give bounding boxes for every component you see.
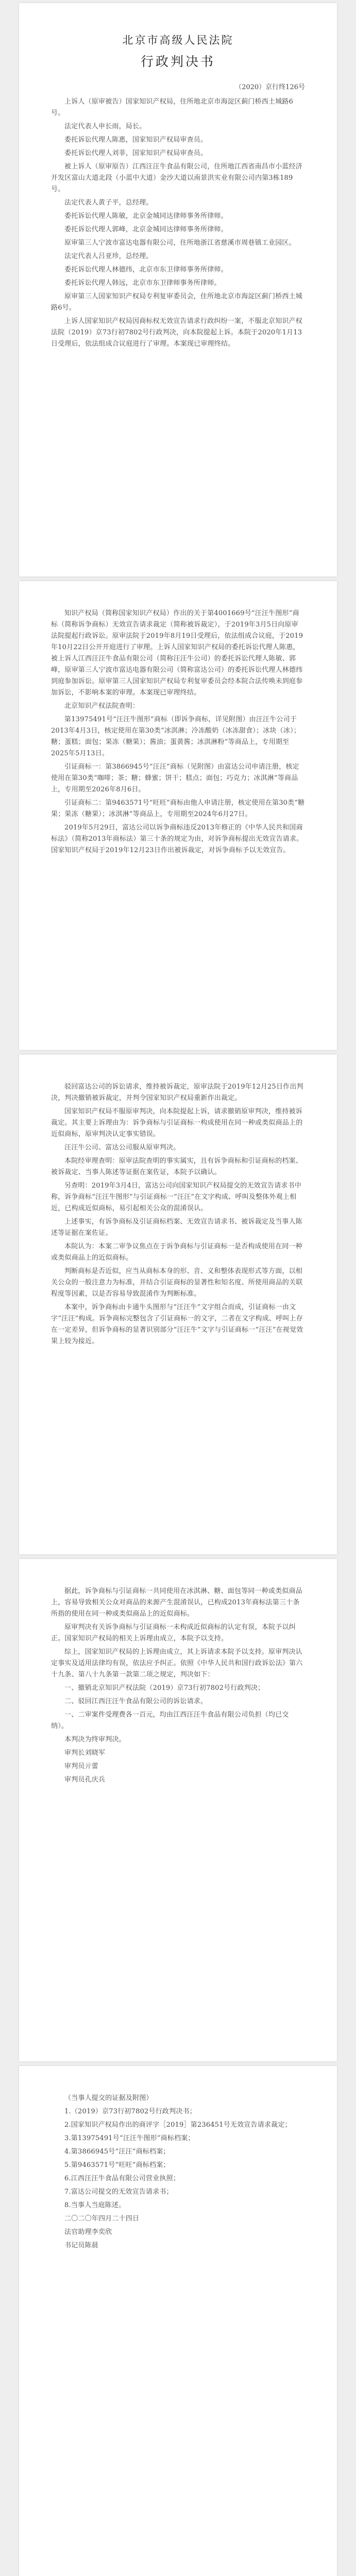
document-page-5 [19, 2066, 337, 2576]
paragraph: 被上诉人（原审原告）江西汪汪牛食品有限公司，住所地江西省南昌市小蓝经济开发区富山大道北段（小蓝中大道）金沙大道以南景洪实业有限公司内第3栋189号。 [51, 163, 303, 193]
paragraph: 法官助理李奕欣 [64, 2228, 112, 2236]
court-name: 北京市高级人民法院 [122, 34, 234, 46]
paragraph: 5.第9463571号“旺旺”商标档案； [64, 2161, 170, 2169]
paragraph: 2019年5月29日，富达公司以诉争商标违反2013年修正的《中华人民共和国商标法》（简称2013年商标法）第三十条的规定为由，对诉争商标提出无效宣告请求。国家知识产权局于2019年12月23日作出被诉裁定，对诉争商标予以无效宣告。 [51, 824, 303, 854]
paragraph: 法定代表人申长雨，局长。 [64, 123, 146, 130]
paragraph: 书记员陈晨 [64, 2242, 99, 2249]
paragraph: 2.国家知识产权局作出的商评字［2019］第236451号无效宣告请求裁定； [64, 2121, 292, 2129]
paragraph: 本院经审理查明：原审法院查明的事实属实，且有诉争商标和引证商标的档案、被诉裁定、当事人陈述等证据在案佐证，本院予以确认。 [51, 1157, 303, 1176]
paragraph: 引证商标二：第9463571号“旺旺”商标由他人申请注册，核定使用在第30类“糖果；果冻（糖果）；冰淇淋”等商品上，专用期至2024年6月27日。 [51, 799, 305, 818]
paragraph: 6.江西汪汪牛食品有限公司营业执照； [64, 2175, 180, 2182]
paragraph: 一、撤销北京知识产权法院（2019）京73行初7802号行政判决； [64, 1684, 265, 1692]
paragraph: 二、驳回江西汪汪牛食品有限公司的诉讼请求。 [64, 1698, 208, 1705]
paragraph: 审判员亓蕾 [64, 1762, 99, 1770]
paragraph: 国家知识产权局不服原审判决，向本院提起上诉，请求撤销原审判决，维持被诉裁定。其主要上诉理由为：诉争商标与引证商标一构成使用在同一种或类似商品上的近似商标，原审判决认定事实错误。 [51, 1108, 303, 1138]
paragraph: 原审第三人国家知识产权局专利复审委员会，住所地北京市海淀区蓟门桥西土城路6号。 [51, 293, 303, 312]
paragraph: 驳回富达公司的诉讼请求，维持被诉裁定，原审法院于2019年12月25日作出判决，判决撤销被诉裁定，并判令国家知识产权局重新作出裁定。 [51, 1083, 303, 1102]
paragraph: 本案中，诉争商标由卡通牛头图形与“汪汪牛”文字组合而成，引证商标一由文字“汪汪”构成。诉争商标完整包含了引证商标一的文字，二者在文字构成、呼叫上存在一定差异，但诉争商标的显著识别部分“汪汪牛”文字与引证商标一“汪汪”在视觉效果上较为接近。 [51, 1303, 303, 1345]
paragraph: （当事人提交的证据及附图） [64, 2094, 153, 2102]
paragraph: 委托诉讼代理人郭峰，北京金城同达律师事务所律师。 [64, 226, 228, 233]
paragraph: 上述事实，有诉争商标及引证商标档案、无效宣告请求书、被诉裁定及当事人陈述等证据在案佐证。 [51, 1218, 303, 1237]
paragraph: 二〇二〇年四月二十四日 [64, 2215, 140, 2223]
paragraph: 第13975491号“汪汪牛图形”商标（即诉争商标，详见附图）由汪汪牛公司于2013年4月3日，核定使用在第30类“冰淇淋；冷冻酸奶（冰冻甜食）；冰块（冰）；糖；蛋糕；面包；果冻（糖果）；酱油；蛋黄酱；冰淇淋粉”等商品上，专用期至2025年5月13日。 [51, 716, 301, 757]
paragraph: 4.第3866945号“汪汪”商标档案； [64, 2148, 170, 2156]
paragraph: 原审判决有关诉争商标与引证商标一未构成近似商标的认定有误，本院予以纠正。国家知识产权局的相关上诉理由成立，本院予以支持。 [51, 1623, 296, 1642]
document-page-2 [19, 581, 337, 1050]
paragraph: 委托诉讼代理人林德纬，北京市东卫律师事务所律师。 [64, 266, 228, 274]
paragraph: 8.当事人当庭陈述。 [64, 2201, 126, 2209]
paragraph: 7.富达公司提交的无效宣告请求书； [64, 2188, 173, 2196]
paragraph: 委托诉讼代理人陈惠，国家知识产权局审查员。 [64, 136, 208, 144]
document-page-1 [19, 3, 337, 577]
paragraph: 上诉人（原审被告）国家知识产权局，住所地北京市海淀区蓟门桥西土城路6号。 [51, 98, 294, 117]
paragraph: 上诉人国家知识产权局因商标权无效宣告请求行政纠纷一案，不服北京知识产权法院（2019）京73行初7802号行政判决，向本院提起上诉。本院于2020年1月13日受理后，依法组成合议庭进行了审理。本案现已审理终结。 [51, 317, 303, 348]
paragraph: 另查明：2019年3月4日，富达公司向国家知识产权局提交的无效宣告请求书中称，诉争商标“汪汪牛图形”与引证商标一“汪汪”在文字构成、呼叫及整体外观上相近，已构成近似商标，易引起相关公众的混淆误认。 [51, 1182, 302, 1212]
paragraph: 法定代表人吕亚珍，总经理。 [64, 252, 153, 260]
paragraph: 据此，诉争商标与引证商标一共同使用在冰淇淋、糖、面包等同一种或类似商品上，容易导致相关公众对商品的来源产生混淆误认，已构成2013年商标法第三十条所指的使用在同一种或类似商品上的近似商标。 [51, 1587, 303, 1618]
paragraph: 引证商标一：第3866945号“汪汪”商标（见附图）由富达公司申请注册，核定使用在第30类“咖啡；茶；糖；蜂蜜；饼干；糕点；面包；巧克力；冰淇淋”等商品上，专用期至2026年8月6日。 [51, 763, 299, 793]
document-title: 行政判决书 [140, 54, 215, 69]
paragraph: 本院认为：本案二审争议焦点在于诉争商标与引证商标一是否构成使用在同一种或类似商品上的近似商标。 [51, 1243, 303, 1262]
paragraph: 北京知识产权法院查明： [64, 702, 140, 710]
paragraph: 审判长刘晓军 [64, 1749, 106, 1757]
paragraph: 法定代表人黄子平，总经理。 [64, 199, 153, 207]
paragraph: 一、二审案件受理费各一百元，均由江西汪汪牛食品有限公司负担（均已交纳）。 [51, 1711, 289, 1730]
paragraph: 知识产权局（简称国家知识产权局）作出的关于第4001669号“汪汪牛图形”商标（简称诉争商标）无效宣告请求裁定（简称被诉裁定），于2019年3月5日向原审法院提起行政诉讼。原审法院于2019年8月19日受理后，依法组成合议庭，于2019年10月22日公开开庭进行了审理。上诉人国家知识产权局的委托诉讼代理人陈惠，被上诉人江西汪汪牛食品有限公司（简称汪汪牛公司）的委托诉讼代理人陈敏、郭峰，原审第三人宁波市富达电器有限公司（简称富达公司）的委托诉讼代理人林德纬到庭参加诉讼。原审第三人国家知识产权局专利复审委员会经本院合法传唤未到庭参加诉讼，不影响本案的审理。本案现已审理终结。 [51, 609, 303, 697]
paragraph: 审判员孔庆兵 [64, 1776, 106, 1784]
case-number: （2020）京行终126号 [235, 83, 305, 91]
paragraph: 3.第13975491号“汪汪牛图形”商标档案； [64, 2134, 195, 2142]
paragraph: 1.（2019）京73行初7802号行政判决书； [64, 2108, 196, 2115]
paragraph: 委托诉讼代理人刘菲，国家知识产权局审查员。 [64, 149, 208, 157]
paragraph: 判断商标是否近似，应当从商标本身的形、音、义和整体表现形式等方面，以相关公众的一般注意力为标准，并结合引证商标的显著性和知名度、所使用商品的关联程度等因素，以是否容易导致混淆作为判断标准。 [51, 1267, 303, 1298]
paragraph: 汪汪牛公司、富达公司服从原审判决。 [64, 1144, 180, 1151]
paragraph: 委托诉讼代理人韩远，北京市东卫律师事务所律师。 [64, 279, 221, 287]
paragraph: 综上，国家知识产权局的上诉理由成立，其上诉请求本院予以支持。原审判决认定事实及适用法律均有误，依法应予纠正。依照《中华人民共和国行政诉讼法》第六十九条、第八十九条第一款第二项之规定，判决如下： [51, 1648, 303, 1679]
paragraph: 原审第三人宁波市富达电器有限公司，住所地浙江省慈溪市周巷镇工业园区。 [64, 239, 296, 247]
document-page-4 [19, 1559, 337, 2061]
paragraph: 本判决为终审判决。 [64, 1736, 126, 1743]
paragraph: 委托诉讼代理人陈敏，北京金城同达律师事务所律师。 [64, 212, 228, 220]
document-page-3 [19, 1055, 337, 1554]
